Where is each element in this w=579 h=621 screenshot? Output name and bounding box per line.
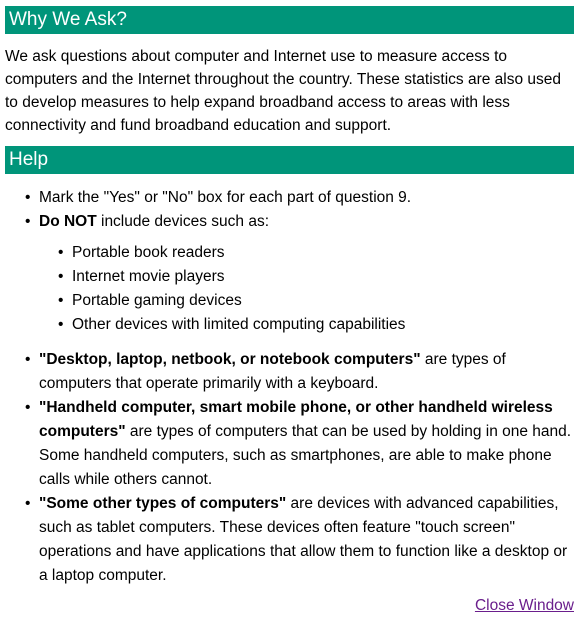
excluded-device-item: • Other devices with limited computing capabilities <box>39 313 575 337</box>
help-item-bold: "Some other types of computers" <box>39 495 287 512</box>
help-item-text: are types of computers that operate primarily with a keyboard. <box>39 351 506 392</box>
help-title: Help <box>9 149 49 170</box>
help-item-text: are types of computers that can be used by holding in one hand. Some handheld computers, such as smartphones, are able to make phone calls while others cannot. <box>39 423 572 488</box>
help-header <box>5 146 574 174</box>
excluded-device-item: • Internet movie players <box>39 265 575 289</box>
help-item-handheld <box>0 396 575 492</box>
help-item-desktop-laptop <box>0 348 575 396</box>
close-window-link[interactable]: Close Window <box>474 597 574 614</box>
help-list <box>0 186 575 588</box>
why-we-ask-body: We ask questions about computer and Internet use to measure access to computers and the Internet throughout the country. These statistics are also used to develop measures to help expand broadband access to areas with less connectivity and fund broadband education and support. <box>5 48 562 134</box>
help-item-bold: Do NOT <box>39 213 97 230</box>
why-we-ask-title: Why We Ask? <box>9 9 127 30</box>
help-item-other-computers <box>0 492 575 588</box>
help-item-text: include devices such as: <box>96 213 270 230</box>
help-item-bold: "Handheld computer, smart mobile phone, or other handheld wireless computers" <box>39 399 553 440</box>
help-item-do-not-include <box>0 210 575 337</box>
help-item-text: are devices with advanced capabilities, such as tablet computers. These devices often feature "touch screen" operations and have applications that allow them to function like a desktop or a laptop computer. <box>39 495 568 584</box>
help-item-bold: "Desktop, laptop, netbook, or notebook computers" <box>39 351 421 368</box>
excluded-devices-list <box>39 241 575 337</box>
help-item-mark-yes-no <box>0 186 575 210</box>
help-item-text: Mark the "Yes" or "No" box for each part of question 9. <box>39 189 412 206</box>
excluded-device-item: • Portable book readers <box>39 241 575 265</box>
excluded-device-item: • Portable gaming devices <box>39 289 575 313</box>
why-we-ask-header <box>5 6 574 34</box>
